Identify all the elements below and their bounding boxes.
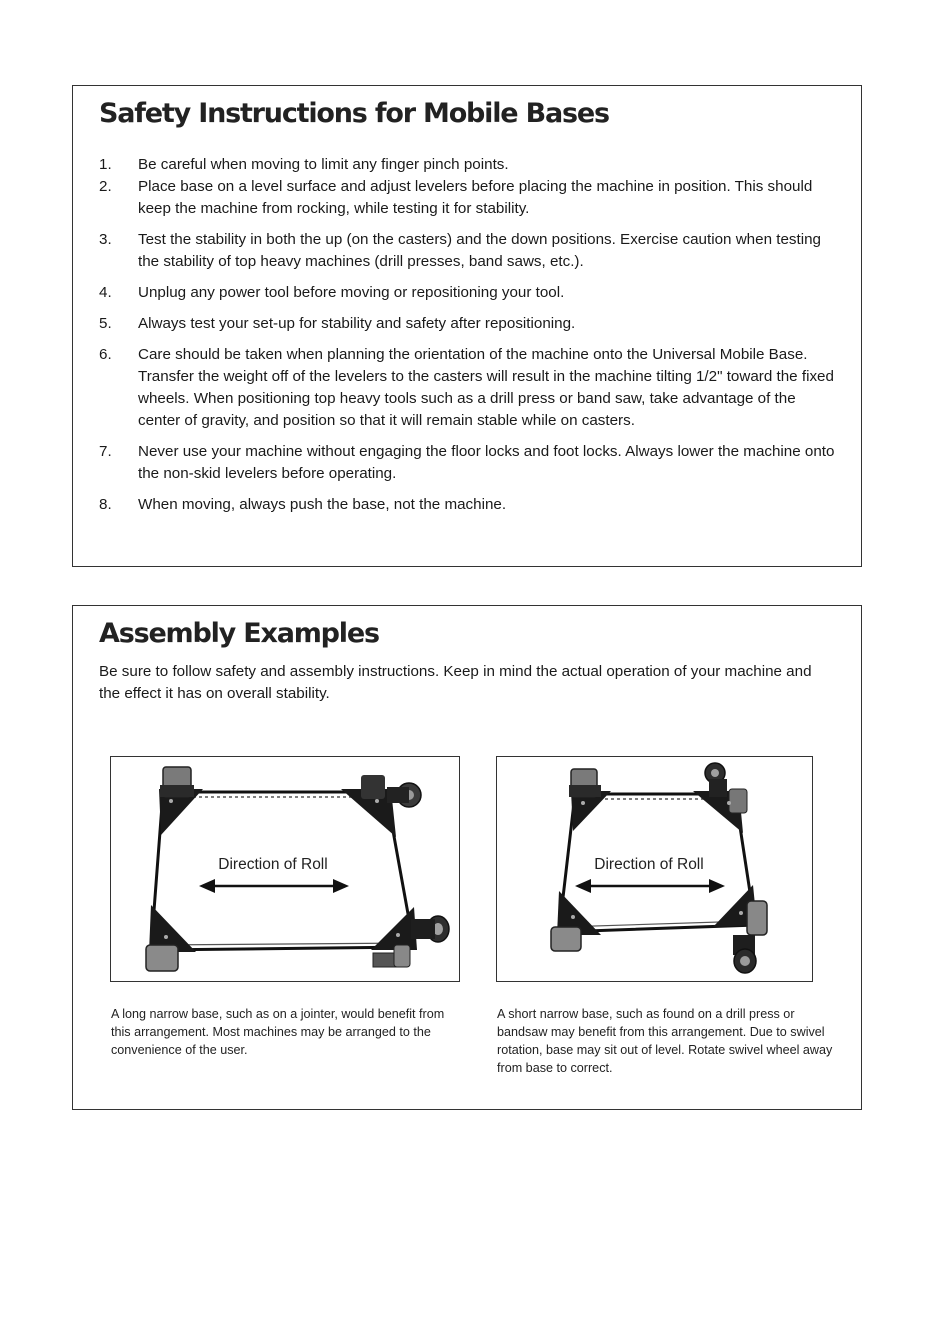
instruction-text: Test the stability in both the up (on the casters) and the down positions. Exercise caution when testing the stability of top heavy machines (drill presses, band saws, etc.). <box>138 231 821 270</box>
instruction-text: Always test your set-up for stability and safety after repositioning. <box>138 315 576 332</box>
long-base-figure <box>110 756 460 982</box>
instruction-number: 1. <box>99 156 112 173</box>
instruction-number: 5. <box>99 315 112 332</box>
instruction-item <box>99 313 839 335</box>
direction-of-roll-label: Direction of Roll <box>218 856 328 873</box>
safety-instructions-panel <box>72 85 862 567</box>
instruction-number: 7. <box>99 443 112 460</box>
double-arrow-icon <box>199 879 349 893</box>
instruction-item <box>99 229 839 273</box>
instruction-item <box>99 441 839 485</box>
instruction-item <box>99 282 839 304</box>
instruction-text: Place base on a level surface and adjust levelers before placing the machine in position. This should keep the machine from rocking, while testing it for stability. <box>138 178 813 217</box>
safety-instructions-list <box>99 154 839 516</box>
instruction-item <box>99 176 839 220</box>
instruction-number: 4. <box>99 284 112 301</box>
double-arrow-icon <box>575 879 725 893</box>
instruction-item <box>99 344 839 432</box>
assembly-examples-panel <box>72 605 862 1110</box>
instruction-text: Unplug any power tool before moving or repositioning your tool. <box>138 284 565 301</box>
short-base-caption: A short narrow base, such as found on a drill press or bandsaw may benefit from this arrangement. Due to swivel rotation, base may sit out of level. Rotate swivel wheel away from base to correct. <box>497 1007 833 1075</box>
instruction-item <box>99 154 839 176</box>
instruction-text: When moving, always push the base, not the machine. <box>138 496 507 513</box>
instruction-item <box>99 494 839 516</box>
short-base-figure <box>496 756 813 982</box>
instruction-text: Never use your machine without engaging the floor locks and foot locks. Always lower the machine onto the non-skid levelers before operating. <box>138 443 835 482</box>
instruction-number: 6. <box>99 346 112 363</box>
instruction-text: Be careful when moving to limit any finger pinch points. <box>138 156 509 173</box>
instruction-text: Care should be taken when planning the orientation of the machine onto the Universal Mobile Base. Transfer the weight off of the levelers to the casters will result in the machine tilting 1/2" toward the fixed wheels. When positioning top heavy tools such as a drill press or band saw, take advantage of the center of gravity, and position so that it will remain stable while on casters. <box>138 346 834 429</box>
mobile-base-illustration <box>111 757 458 980</box>
safety-instructions-title: Safety Instructions for Mobile Bases <box>99 98 609 129</box>
mobile-base-illustration <box>497 757 811 980</box>
direction-of-roll-label: Direction of Roll <box>594 856 704 873</box>
assembly-intro-text: Be sure to follow safety and assembly instructions. Keep in mind the actual operation of your machine and the effect it has on overall stability. <box>99 663 812 702</box>
instruction-number: 3. <box>99 231 112 248</box>
instruction-number: 8. <box>99 496 112 513</box>
assembly-examples-title: Assembly Examples <box>99 618 379 649</box>
instruction-number: 2. <box>99 178 112 195</box>
long-base-caption: A long narrow base, such as on a jointer, would benefit from this arrangement. Most machines may be arranged to the convenience of the user. <box>111 1007 445 1057</box>
